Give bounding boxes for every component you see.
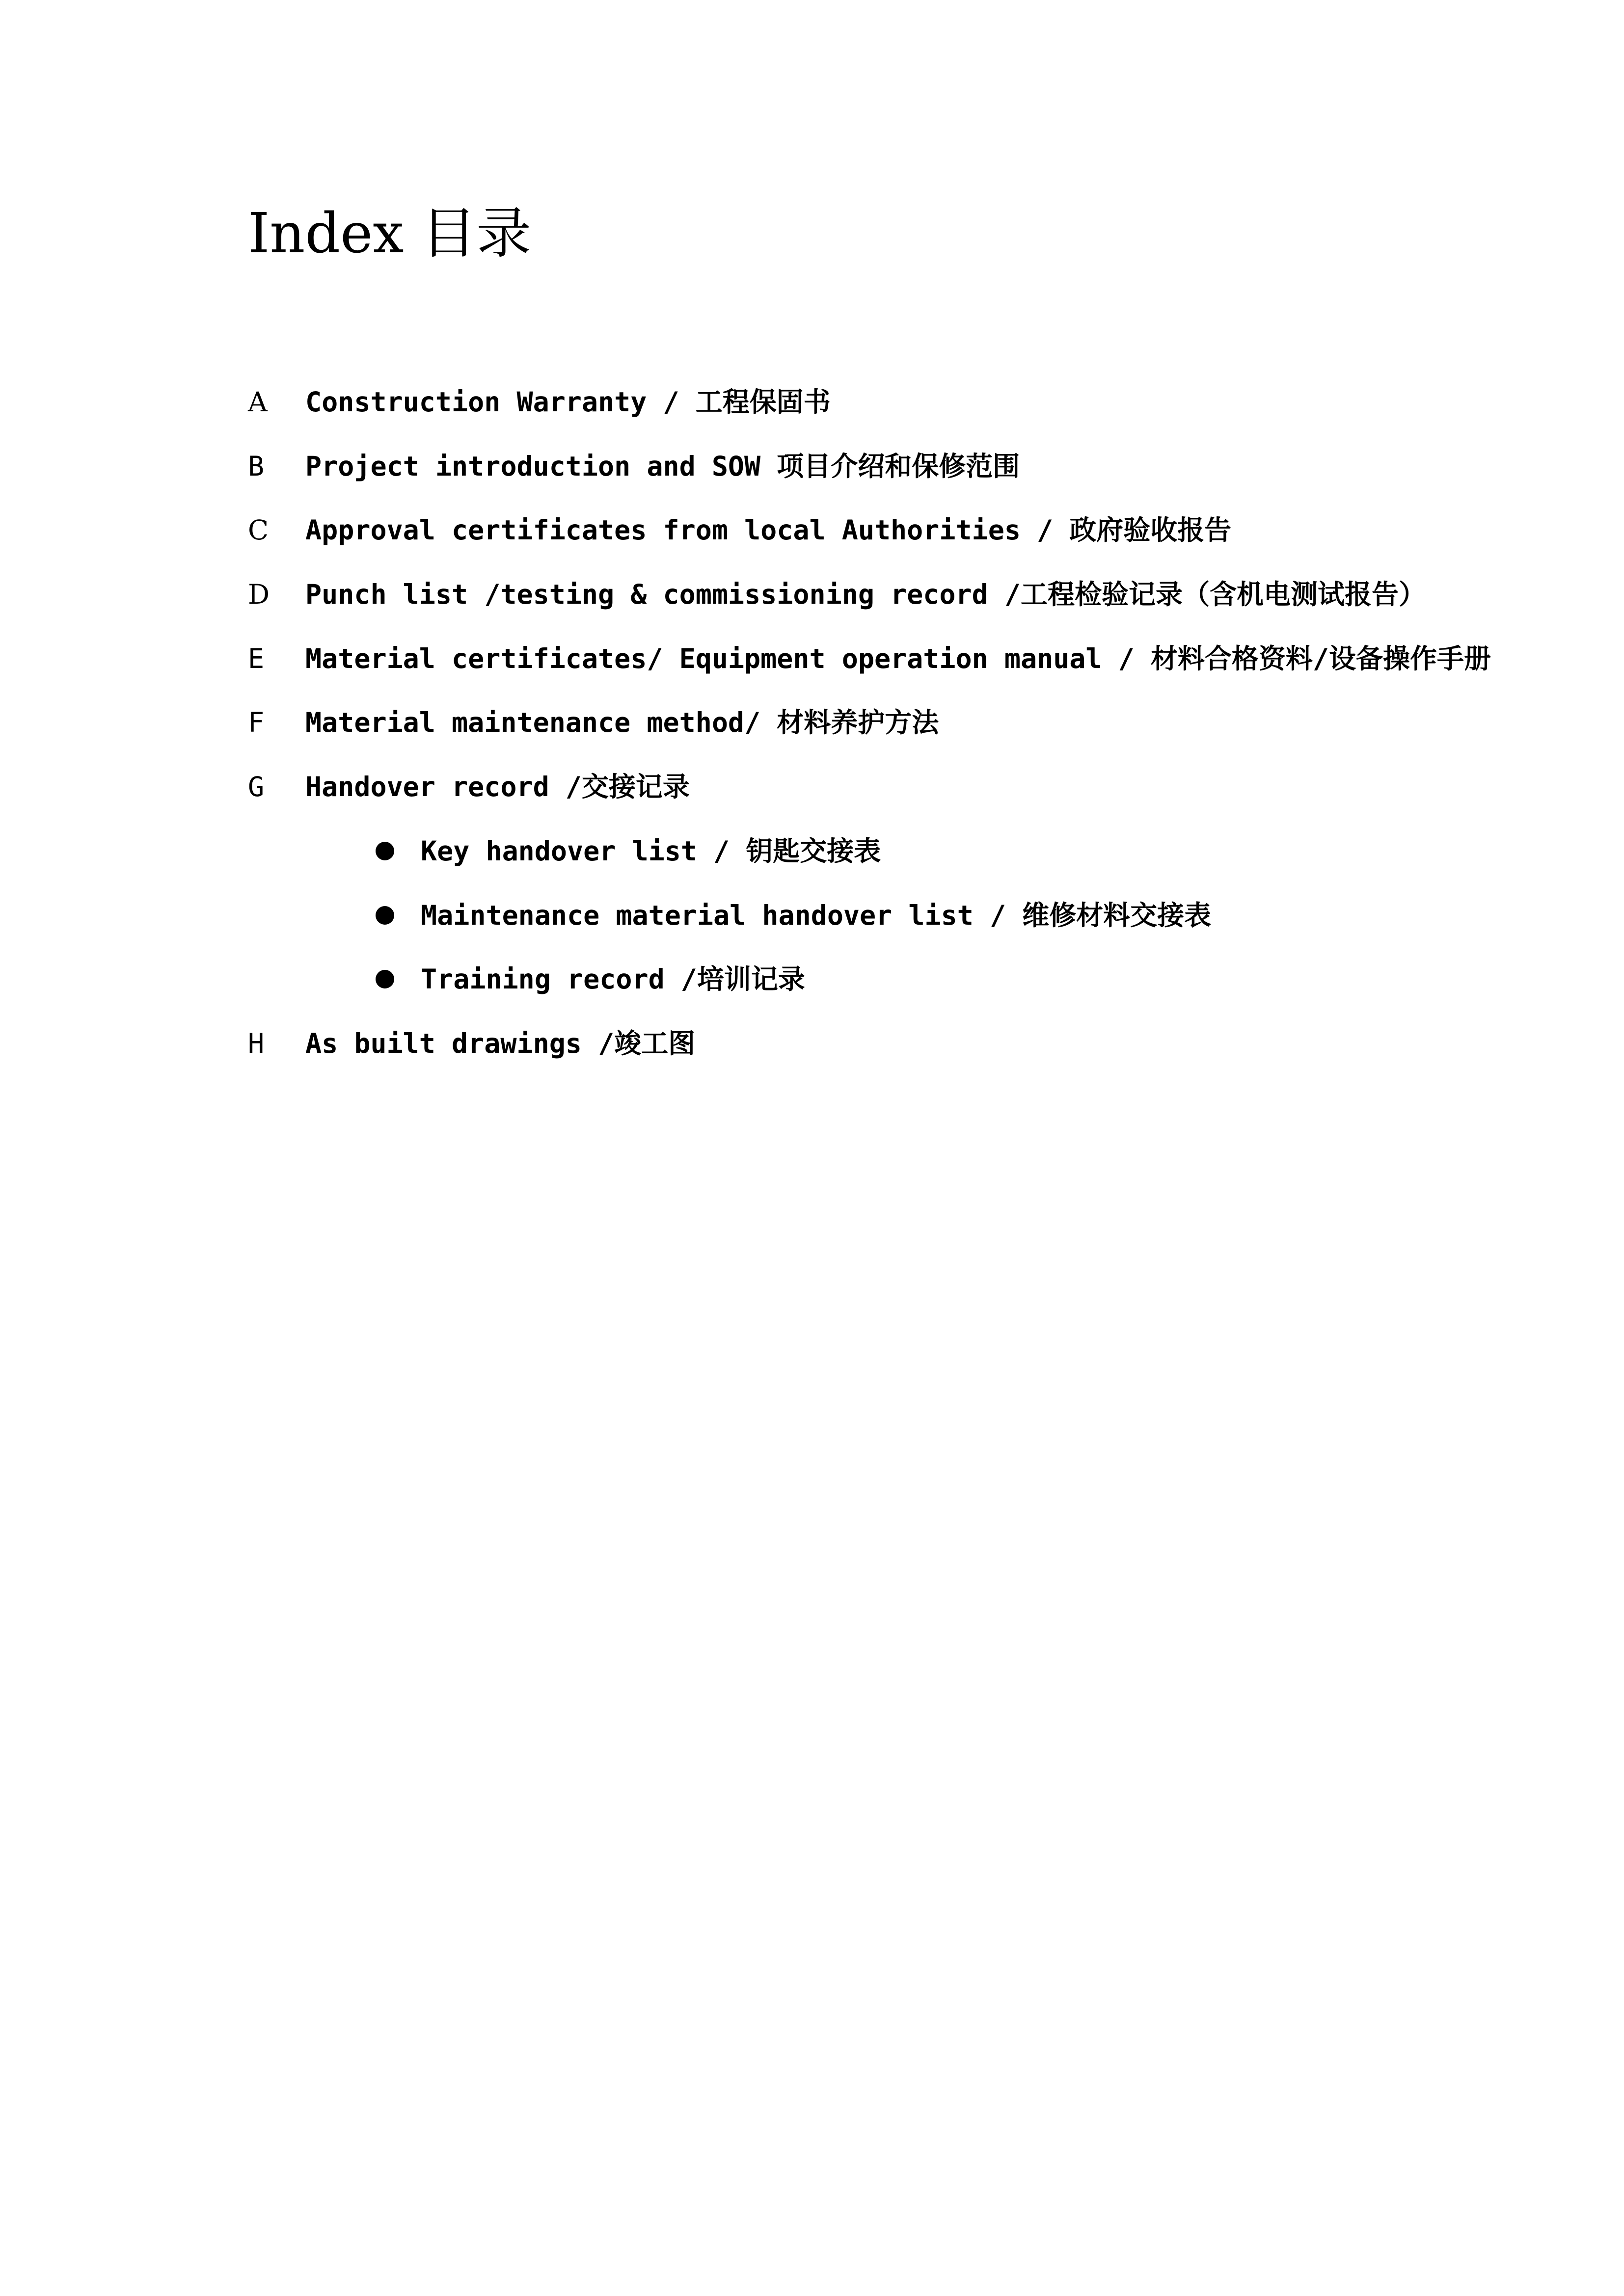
index-item-text: Project introduction and SOW 项目介绍和保修范围 bbox=[305, 451, 1020, 482]
index-item-letter: C bbox=[248, 514, 269, 546]
index-item-text: Construction Warranty / 工程保固书 bbox=[305, 386, 831, 418]
index-item-text: As built drawings /竣工图 bbox=[305, 1028, 696, 1059]
sub-item-text: Key handover list / 钥匙交接表 bbox=[421, 835, 881, 867]
index-item-letter: A bbox=[248, 386, 268, 418]
index-item-letter: B bbox=[248, 451, 265, 482]
sub-item-text: Maintenance material handover list / 维修材料交接表 bbox=[421, 900, 1212, 931]
bullet-icon bbox=[376, 970, 394, 988]
index-item-text: Handover record /交接记录 bbox=[305, 771, 690, 802]
index-item-letter: D bbox=[248, 579, 270, 610]
index-item-letter: G bbox=[248, 771, 265, 802]
page-title: Index 目录 bbox=[248, 202, 532, 266]
index-item-text: Approval certificates from local Authorities / 政府验收报告 bbox=[305, 514, 1232, 546]
bullet-icon bbox=[376, 906, 394, 925]
index-item-text: Material maintenance method/ 材料养护方法 bbox=[305, 707, 939, 738]
index-item-letter: F bbox=[248, 707, 265, 738]
bullet-icon bbox=[376, 842, 394, 860]
index-item-letter: H bbox=[248, 1028, 265, 1059]
index-item-letter: E bbox=[248, 643, 265, 674]
index-item-text: Material certificates/ Equipment operation manual / 材料合格资料/设备操作手册 bbox=[305, 643, 1491, 674]
index-item-text: Punch list /testing & commissioning record /工程检验记录（含机电测试报告） bbox=[305, 579, 1426, 610]
sub-item-text: Training record /培训记录 bbox=[421, 963, 805, 995]
